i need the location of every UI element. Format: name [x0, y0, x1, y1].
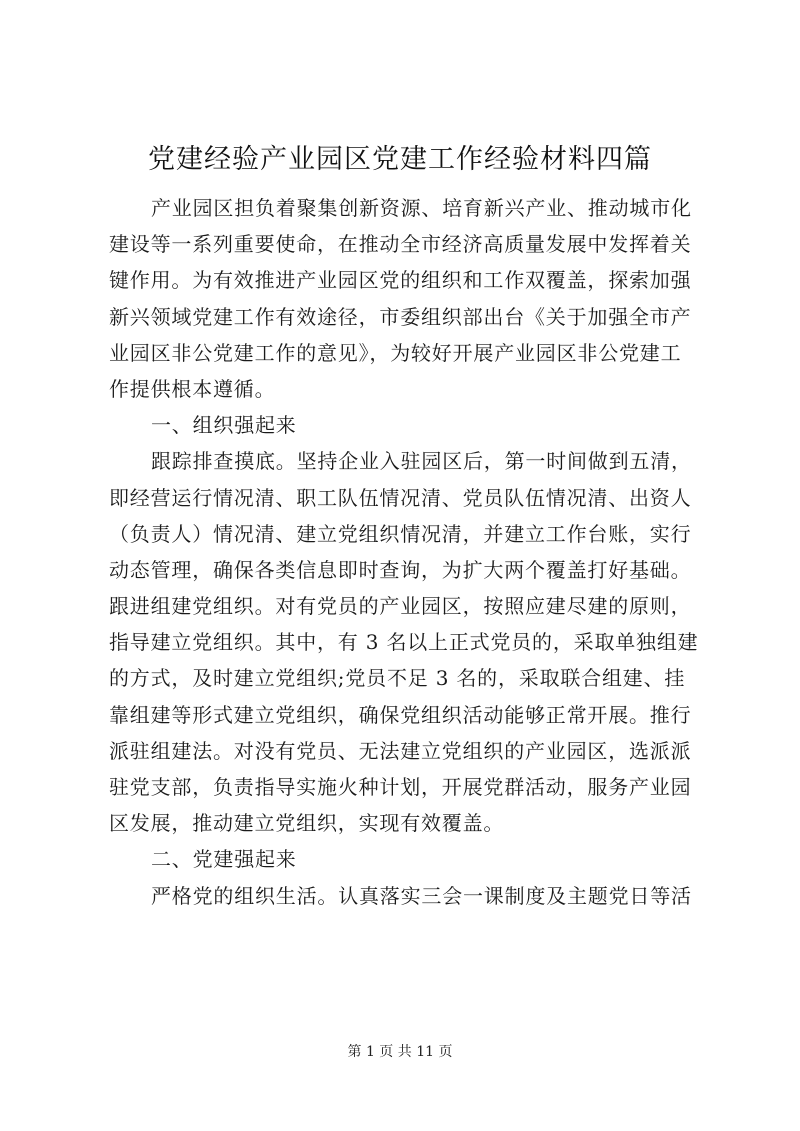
paragraph-line: （负责人）情况清、建立党组织情况清，并建立工作台账，实行 [109, 521, 692, 546]
paragraph-line: 的方式，及时建立党组织;党员不足 3 名的，采取联合组建、挂 [109, 666, 686, 691]
paragraph-line: 靠组建等形式建立党组织，确保党组织活动能够正常开展。推行 [109, 702, 692, 727]
paragraph-line: 派驻组建法。对没有党员、无法建立党组织的产业园区，选派派 [109, 738, 692, 763]
paragraph-line: 产业园区担负着聚集创新资源、培育新兴产业、推动城市化 [151, 196, 692, 220]
paragraph-line: 新兴领域党建工作有效途径，市委组织部出台《关于加强全市产 [109, 304, 692, 329]
document-title: 党建经验产业园区党建工作经验材料四篇 [148, 144, 652, 175]
document-body [109, 190, 719, 914]
paragraph-line: 驻党支部，负责指导实施火种计划，开展党群活动，服务产业园 [109, 775, 692, 799]
paragraph-line: 指导建立党组织。其中，有 3 名以上正式党员的，采取单独组建 [109, 630, 699, 655]
paragraph-line: 业园区非公党建工作的意见》，为较好开展产业园区非公党建工 [109, 340, 682, 365]
paragraph-line: 即经营运行情况清、职工队伍情况清、党员队伍情况清、出资人 [109, 485, 692, 510]
paragraph-line: 跟进组建党组织。对有党员的产业园区，按照应建尽建的原则， [109, 594, 692, 619]
page-footer: 第 1 页 共 11 页 [347, 1044, 453, 1060]
paragraph-line: 作提供根本遵循。 [109, 376, 276, 401]
section-heading: 二、党建强起来 [151, 847, 297, 872]
section-heading: 一、组织强起来 [151, 413, 297, 438]
paragraph-line: 区发展，推动建立党组织，实现有效覆盖。 [109, 811, 505, 836]
paragraph-line: 键作用。为有效推进产业园区党的组织和工作双覆盖，探索加强 [109, 268, 692, 293]
paragraph-line: 动态管理，确保各类信息即时查询，为扩大两个覆盖打好基础。 [109, 557, 692, 582]
paragraph-line: 建设等一系列重要使命，在推动全市经济高质量发展中发挥着关 [109, 232, 692, 257]
paragraph-line: 跟踪排查摸底。坚持企业入驻园区后，第一时间做到五清， [151, 449, 692, 474]
paragraph-line: 严格党的组织生活。认真落实三会一课制度及主题党日等活 [151, 883, 692, 908]
